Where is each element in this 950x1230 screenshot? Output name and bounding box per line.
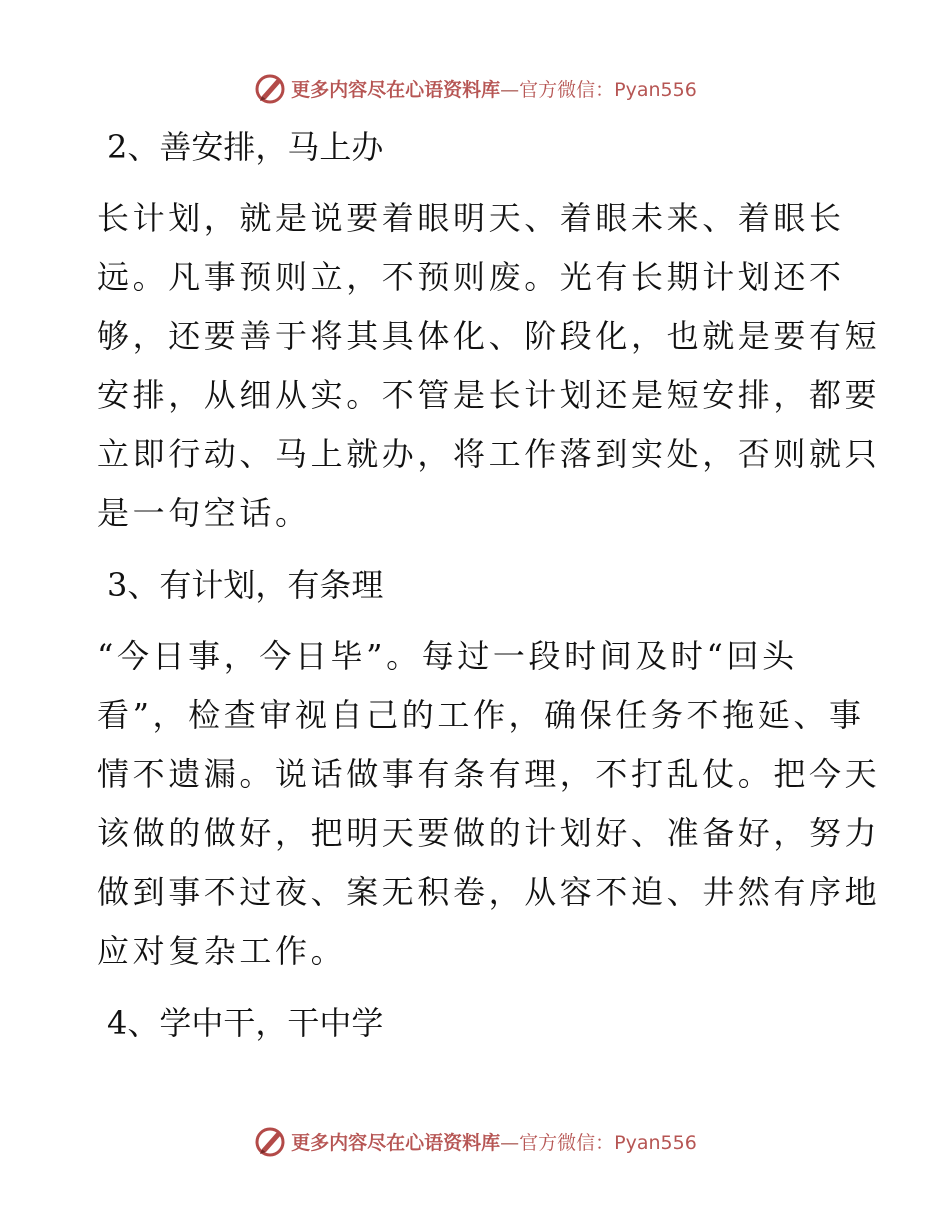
banner-wechat: 官方微信：Pyan556	[519, 1131, 697, 1154]
paragraph-line: 看”，检查审视自己的工作，确保任务不拖延、事	[97, 696, 865, 734]
section-heading-2: 2、善安排，马上办	[107, 128, 384, 166]
banner-dash: —	[500, 1131, 520, 1154]
pen-logo-icon	[253, 1124, 287, 1158]
paragraph-line: 够，还要善于将其具体化、阶段化，也就是要有短	[97, 317, 881, 355]
paragraph-line: 安排，从细从实。不管是长计划还是短安排，都要	[97, 376, 881, 414]
banner-wechat: 官方微信：Pyan556	[519, 78, 697, 101]
section-paragraph-3	[97, 627, 881, 981]
section-heading-3: 3、有计划，有条理	[107, 566, 384, 604]
paragraph-line: 是一句空话。	[97, 494, 311, 532]
paragraph-line: “今日事，今日毕”。每过一段时间及时“回头	[97, 637, 798, 675]
paragraph-line: 应对复杂工作。	[97, 932, 347, 970]
banner-text: 更多内容尽在心语资料库	[291, 1131, 501, 1154]
section-paragraph-2	[97, 189, 881, 543]
paragraph-line: 长计划，就是说要着眼明天、着眼未来、着眼长	[97, 199, 845, 237]
paragraph-line: 做到事不过夜、案无积卷，从容不迫、井然有序地	[97, 873, 881, 911]
pen-logo-icon	[253, 71, 287, 105]
document-body	[97, 118, 881, 1052]
paragraph-line: 立即行动、马上就办，将工作落到实处，否则就只	[97, 435, 881, 473]
paragraph-line: 该做的做好，把明天要做的计划好、准备好，努力	[97, 814, 881, 852]
paragraph-line: 情不遗漏。说话做事有条有理，不打乱仗。把今天	[97, 755, 881, 793]
banner-text: 更多内容尽在心语资料库	[291, 78, 501, 101]
paragraph-line: 远。凡事预则立，不预则废。光有长期计划还不	[97, 258, 845, 296]
footer-watermark-banner	[0, 1121, 950, 1161]
banner-dash: —	[500, 78, 520, 101]
header-watermark-banner	[0, 68, 950, 108]
section-heading-4: 4、学中干，干中学	[107, 1004, 384, 1042]
